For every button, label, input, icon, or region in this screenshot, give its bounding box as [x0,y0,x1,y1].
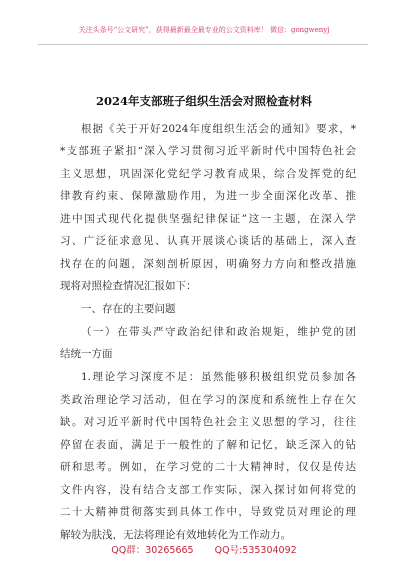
header-banner: 关注头条号“公文研究”，获得最新最全最专业的公文资料库！ 微信：gongwenyj [78,26,330,34]
body-line: 文件内容，没有结合支部工作实际，深入探讨如何将党的 [60,484,356,496]
footer-qq-group: QQ群：30265665 [111,545,194,556]
document-title: 2024年支部班子组织生活会对照检查材料 [95,94,312,108]
body-line: 律教育约束、保障激励作用，为进一步全面深化改革、推 [60,190,356,202]
section-heading: 一、存在的主要问题 [81,303,176,315]
footer-qq-number: QQ号:535304092 [214,545,297,556]
body-line: 现将对照检查情况汇报如下： [60,280,197,292]
body-line: 解较为肤浅，无法将理论有效地转化为工作动力。 [60,529,291,541]
body-line: 类政治理论学习活动，但在学习的深度和系统性上存在欠 [60,394,356,406]
body-line: 根据《关于开好2024年度组织生活会的通知》要求，* [81,123,356,135]
body-line: 二十大精神贯彻落实到具体工作中，导致党员对理论的理 [60,506,356,518]
header-divider [38,44,368,45]
body-line: 习、广泛征求意见、认真开展谈心谈话的基础上，深入查 [60,235,356,247]
body-line: 1.理论学习深度不足：虽然能够积极组织党员参加各 [81,371,356,383]
body-line: 研和思考。例如，在学习党的二十大精神时，仅仅是传达 [60,461,356,473]
subsection-heading: 结统一方面 [60,348,113,360]
body-line: 主义思想，巩固深化党纪学习教育成果，综合发挥党的纪 [60,168,356,180]
body-line: 进中国式现代化提供坚强纪律保证”这一主题，在深入学 [60,213,356,225]
body-line: 缺。对习近平新时代中国特色社会主义思想的学习，往往 [60,416,356,428]
subsection-heading: （一）在带头严守政治纪律和政治规矩，维护党的团 [81,326,356,338]
body-line: *支部班子紧扣“深入学习贯彻习近平新时代中国特色社会 [60,145,356,157]
body-line: 停留在表面，满足于一般性的了解和记忆，缺乏深入的钻 [60,439,356,451]
body-line: 找存在的问题，深刻剖析原因，明确努力方向和整改措施 [60,258,356,270]
footer-contact [0,542,408,556]
